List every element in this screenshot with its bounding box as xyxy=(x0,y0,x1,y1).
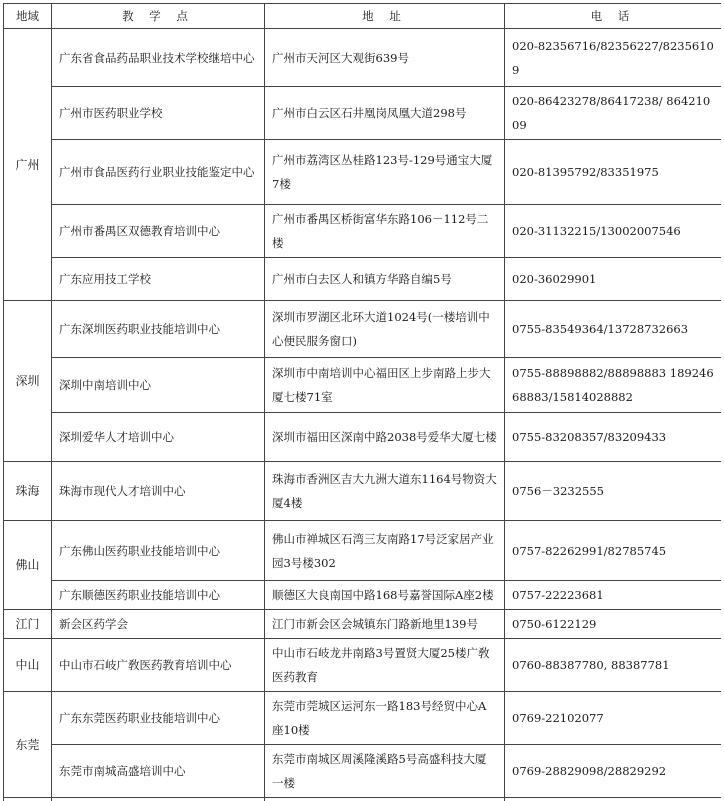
address-cell: 深圳市罗湖区北环大道1024号(一楼培训中心便民服务窗口) xyxy=(265,301,505,358)
address-cell: 东莞市南城区周溪隆溪路5号高盛科技大厦一楼 xyxy=(265,745,505,798)
table-row xyxy=(4,639,722,692)
table-row xyxy=(4,258,722,301)
table-row xyxy=(4,413,722,462)
table-row xyxy=(4,692,722,745)
phone-cell: 020-31132215/13002007546 xyxy=(505,205,722,258)
address-cell: 广州市白去区人和镇方华路自编5号 xyxy=(265,258,505,301)
site-cell: 广州市医药职业学校 xyxy=(52,87,265,140)
table-row xyxy=(4,798,722,801)
region-cell: 东莞 xyxy=(4,692,52,798)
header-site: 教 学 点 xyxy=(52,4,265,29)
phone-cell: 020-86423278/86417238/ 86421009 xyxy=(505,87,722,140)
address-cell: 中山市石岐龙井南路3号置贤大厦25楼广敎医药教育 xyxy=(265,639,505,692)
site-cell: 深圳中南培训中心 xyxy=(52,358,265,413)
site-cell: 广东省食品药品职业技术学校继培中心 xyxy=(52,29,265,87)
table-row xyxy=(4,358,722,413)
address-cell: 广州市荔湾区丛桂路123号-129号通宝大厦7楼 xyxy=(265,140,505,205)
address-cell: 江门市新会区会城镇东门路新地里139号 xyxy=(265,610,505,639)
header-address: 地 址 xyxy=(265,4,505,29)
phone-cell: 0755-83549364/13728732663 xyxy=(505,301,722,358)
table-row xyxy=(4,140,722,205)
table-body xyxy=(4,29,722,801)
phone-cell xyxy=(265,798,505,801)
site-cell: 广东佛山医药职业技能培训中心 xyxy=(52,521,265,581)
site-cell: 广东深圳医药职业技能培训中心 xyxy=(52,301,265,358)
table-row xyxy=(4,301,722,358)
region-cell: 中山 xyxy=(4,639,52,692)
phone-cell: 0757-82262991/82785745 xyxy=(505,521,722,581)
address-cell: 佛山市禅城区石湾三友南路17号泛家居产业园3号楼302 xyxy=(265,521,505,581)
training-sites-table xyxy=(3,3,721,801)
phone-cell: 0755-83208357/83209433 xyxy=(505,413,722,462)
site-cell: 广东东莞医药职业技能培训中心 xyxy=(52,692,265,745)
phone-cell: 020-36029901 xyxy=(505,258,722,301)
phone-cell: 0756－3232555 xyxy=(505,462,722,521)
page-container xyxy=(3,3,721,801)
header-phone: 电 话 xyxy=(505,4,722,29)
table-row xyxy=(4,745,722,798)
phone-cell: 0757-22223681 xyxy=(505,581,722,610)
table-row xyxy=(4,205,722,258)
site-cell: 珠海市现代人才培训中心 xyxy=(52,462,265,521)
site-cell: 新会区药学会 xyxy=(52,610,265,639)
phone-cell: 0755-88898882/88898883 18924668883/15814028882 xyxy=(505,358,722,413)
address-cell: 广州市番禺区桥街富华东路106－112号二楼 xyxy=(265,205,505,258)
site-cell: 广州市食品医药行业职业技能鉴定中心 xyxy=(52,140,265,205)
address-cell: 顺德区大良南国中路168号嘉誉国际A座2楼 xyxy=(265,581,505,610)
site-cell: 东莞市南城高盛培训中心 xyxy=(52,745,265,798)
phone-cell: 0769-28829098/28829292 xyxy=(505,745,722,798)
region-cell: 江门 xyxy=(4,610,52,639)
table-row xyxy=(4,87,722,140)
address-cell: 东莞市莞城区运河东一路183号经贸中心A座10楼 xyxy=(265,692,505,745)
region-cell: 深圳 xyxy=(4,301,52,462)
phone-cell: 020-82356716/82356227/82356109 xyxy=(505,29,722,87)
region-cell: 珠海 xyxy=(4,462,52,521)
site-cell: 中山市石岐广敎医药教育培训中心 xyxy=(52,639,265,692)
phone-cell: 0769-22102077 xyxy=(505,692,722,745)
phone-cell: 0760-88387780, 88387781 xyxy=(505,639,722,692)
header-region: 地域 xyxy=(4,4,52,29)
address-cell: 广州市天河区大观街639号 xyxy=(265,29,505,87)
table-row xyxy=(4,581,722,610)
table-header-row xyxy=(4,4,722,29)
table-row xyxy=(4,462,722,521)
address-cell xyxy=(52,798,265,801)
site-cell: 广州市番禺区双德教育培训中心 xyxy=(52,205,265,258)
region-cell: 佛山 xyxy=(4,521,52,610)
address-cell: 深圳市福田区深南中路2038号爱华大厦七楼 xyxy=(265,413,505,462)
address-cell: 珠海市香洲区吉大九洲大道东1164号物资大厦4楼 xyxy=(265,462,505,521)
phone-cell: 0750-6122129 xyxy=(505,610,722,639)
site-cell: 广东应用技工学校 xyxy=(52,258,265,301)
site-cell: 广东顺德医药职业技能培训中心 xyxy=(52,581,265,610)
site-cell: 深圳爱华人才培训中心 xyxy=(52,413,265,462)
table-row xyxy=(4,521,722,581)
table-row xyxy=(4,29,722,87)
table-row xyxy=(4,610,722,639)
phone-cell: 020-81395792/83351975 xyxy=(505,140,722,205)
site-cell xyxy=(4,798,52,801)
address-cell: 广州市白云区石井凰岗凤凰大道298号 xyxy=(265,87,505,140)
region-cell: 广州 xyxy=(4,29,52,301)
address-cell: 深圳市中南培训中心福田区上步南路上步大厦七楼71室 xyxy=(265,358,505,413)
